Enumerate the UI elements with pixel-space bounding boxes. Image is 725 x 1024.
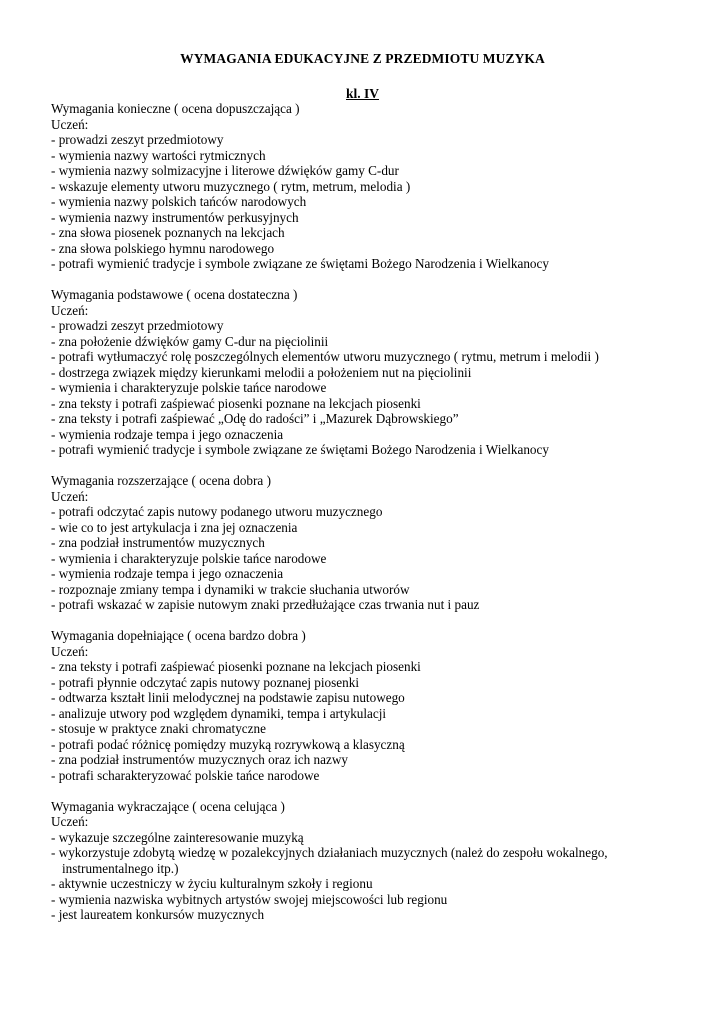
section-dopelniajace (51, 628, 681, 783)
section-subheading: Uczeń: (51, 116, 89, 132)
list-item: - wymienia nazwy wartości rytmicznych (51, 147, 266, 163)
list-item: - zna słowa polskiego hymnu narodowego (51, 240, 275, 256)
list-item: - zna teksty i potrafi zaśpiewać „Odę do radości” i „Mazurek Dąbrowskiego” (51, 411, 459, 426)
section-podstawowe (51, 287, 681, 458)
list-item: - wymienia rodzaje tempa i jego oznaczenia (51, 426, 284, 442)
list-item: - wymienia nazwy solmizacyjne i literowe dźwięków gamy C-dur (51, 163, 399, 178)
list-item: - prowadzi zeszyt przedmiotowy (51, 132, 224, 147)
list-item: - wymienia nazwy instrumentów perkusyjnych (51, 209, 299, 225)
list-item: - potrafi wskazać w zapisie nutowym znaki przedłużające czas trwania nut i pauz (51, 597, 480, 612)
class-label: kl. IV (345, 86, 379, 101)
list-item: - dostrzega związek między kierunkami melodii a położeniem nut na pięciolinii (51, 364, 472, 380)
list-item: - wskazuje elementy utworu muzycznego ( rytm, metrum, melodia ) (51, 178, 411, 194)
list-item: - zna teksty i potrafi zaśpiewać piosenki poznane na lekcjach piosenki (51, 395, 421, 411)
list-item: - wymienia i charakteryzuje polskie tańce narodowe (51, 550, 327, 566)
document-body (51, 101, 681, 938)
list-item: - potrafi scharakteryzować polskie tańce narodowe (51, 767, 320, 783)
list-item: - stosuje w praktyce znaki chromatyczne (51, 721, 266, 736)
list-item: - zna teksty i potrafi zaśpiewać piosenki poznane na lekcjach piosenki (51, 659, 421, 674)
section-heading: Wymagania wykraczające ( ocena celująca ) (51, 798, 285, 814)
section-heading: Wymagania rozszerzające ( ocena dobra ) (51, 473, 271, 488)
list-item: - analizuje utwory pod względem dynamiki, tempa i artykulacji (51, 705, 387, 721)
section-heading: Wymagania podstawowe ( ocena dostateczna ) (51, 287, 298, 302)
list-item: - zna podział instrumentów muzycznych oraz ich nazwy (51, 752, 348, 767)
list-item: - rozpoznaje zmiany tempa i dynamiki w trakcie słuchania utworów (51, 581, 410, 597)
list-item: - aktywnie uczestniczy w życiu kulturalnym szkoły i regionu (51, 876, 373, 891)
list-item: - wykazuje szczególne zainteresowanie muzyką (51, 829, 304, 845)
list-item: - potrafi płynnie odczytać zapis nutowy poznanej piosenki (51, 674, 359, 690)
list-item: - prowadzi zeszyt przedmiotowy (51, 318, 224, 333)
section-subheading: Uczeń: (51, 488, 89, 504)
section-subheading: Uczeń: (51, 643, 89, 659)
document-title: WYMAGANIA EDUKACYJNE Z PRZEDMIOTU MUZYKA (180, 51, 545, 66)
list-item: - zna słowa piosenek poznanych na lekcjach (51, 225, 285, 240)
list-item: - potrafi wymienić tradycje i symbole związane ze świętami Bożego Narodzenia i Wielkanocy (51, 256, 549, 271)
list-item: - wymienia nazwy polskich tańców narodowych (51, 194, 307, 209)
list-item: - potrafi odczytać zapis nutowy podanego utworu muzycznego (51, 504, 383, 519)
list-item: - wie co to jest artykulacja i zna jej oznaczenia (51, 519, 298, 535)
section-konieczne (51, 101, 681, 272)
section-heading: Wymagania dopełniające ( ocena bardzo dobra ) (51, 628, 306, 643)
section-rozszerzajace (51, 473, 681, 613)
section-subheading: Uczeń: (51, 814, 89, 829)
section-wykraczajace (51, 799, 681, 923)
list-item: - potrafi wytłumaczyć rolę poszczególnych elementów utworu muzycznego ( rytmu, metrum i melodii ) (51, 349, 599, 364)
section-subheading: Uczeń: (51, 302, 89, 318)
list-item: - potrafi podać różnicę pomiędzy muzyką rozrywkową a klasyczną (51, 736, 405, 752)
list-item: - wymienia i charakteryzuje polskie tańce narodowe (51, 380, 327, 395)
list-item: - odtwarza kształt linii melodycznej na podstawie zapisu nutowego (51, 690, 405, 705)
list-item: - potrafi wymienić tradycje i symbole związane ze świętami Bożego Narodzenia i Wielkanocy (51, 442, 549, 457)
list-item: - wymienia rodzaje tempa i jego oznaczenia (51, 566, 284, 581)
list-item-continuation: instrumentalnego itp.) (62, 860, 179, 876)
list-item: - wykorzystuje zdobytą wiedzę w pozalekcyjnych działaniach muzycznych (należ do zespołu wokalnego, (51, 845, 608, 860)
list-item: - zna położenie dźwięków gamy C-dur na pięciolinii (51, 333, 329, 349)
section-heading: Wymagania konieczne ( ocena dopuszczająca ) (51, 101, 300, 116)
list-item: - wymienia nazwiska wybitnych artystów swojej miejscowości lub regionu (51, 891, 448, 907)
list-item: - zna podział instrumentów muzycznych (51, 535, 265, 550)
list-item: - jest laureatem konkursów muzycznych (51, 907, 265, 922)
